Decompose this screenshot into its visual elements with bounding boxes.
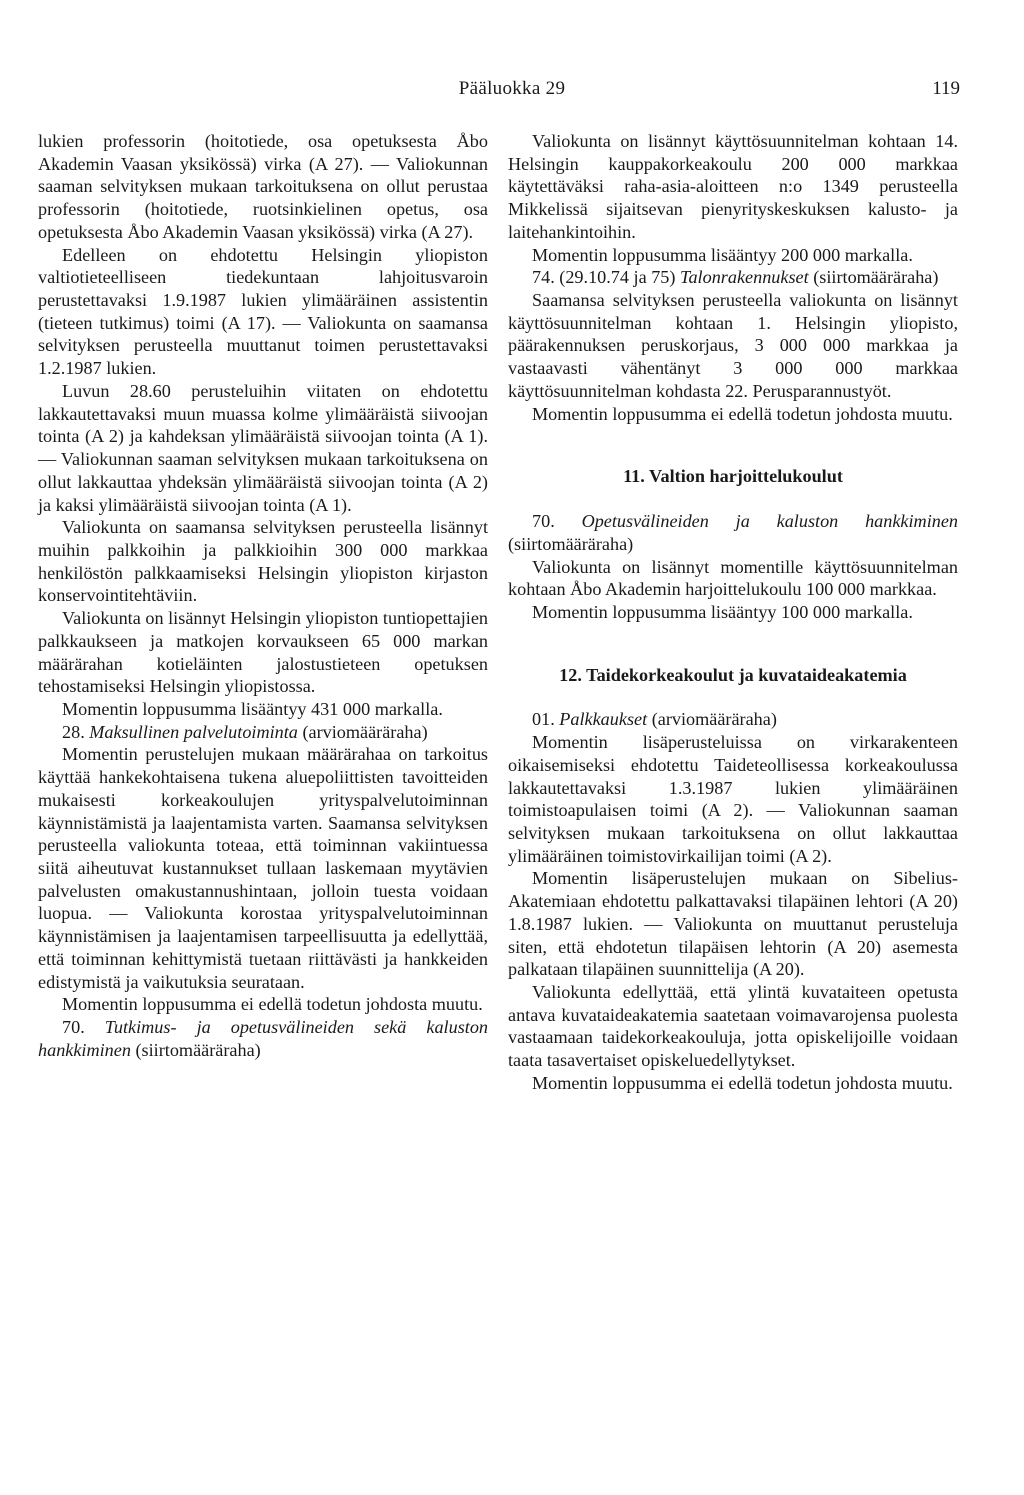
item-heading-70: [508, 510, 958, 555]
paragraph: Momentin perustelujen mukaan määrärahaa on tarkoitus käyttää hankekohtaisena tukena aluepoliittisten tavoitteiden mukaisesti korkeakoulujen yrityspalvelutoiminnan käynnistämistä ja laajentamista varten. Saamansa selvityksen perusteella valiokunta toteaa, että toiminnan vakiintuessa siitä aiheutuvat kustannukset tullaan laskemaan myytävien palvelusten omakustannushintaan, jolloin tuesta voidaan luopua. — Valiokunta korostaa yrityspalvelutoiminnan käynnistämisen ja laajentamisen tarpeellisuutta ja edellyttää, että toiminnan kehittymistä tuetaan riittävästi ja hankkeiden edistymistä ja vaikutuksia seurataan.: [38, 744, 488, 992]
item-type: (arviomääräraha): [302, 721, 428, 742]
paragraph: Saamansa selvityksen perusteella valiokunta on lisännyt käyttösuunnitelman kohtaan 1. Helsingin yliopisto, päärakennuksen peruskorjaus, 3 000 000 markkaa ja vastaavasti vähentänyt 3 000 000 markkaa käyttösuunnitelman kohdasta 22. Perusparannustyöt.: [508, 290, 958, 401]
paragraph: Valiokunta on saamansa selvityksen perusteella lisännyt muihin palkkoihin ja palkkioihin 300 000 markkaa henkilöstön palkkaamiseksi Helsingin yliopiston kirjaston konservointitehtäviin.: [38, 517, 488, 606]
item-title: Talonrakennukset: [680, 267, 809, 288]
item-number: 01.: [532, 709, 555, 730]
page-number: 119: [932, 78, 960, 99]
paragraph: Luvun 28.60 perusteluihin viitaten on ehdotettu lakkautettavaksi muun muassa kolme ylimääräistä siivoojan tointa (A 2) ja kahdeksan ylimääräistä siivoojan tointa (A 1). — Valiokunnan saaman selvityksen mukaan tarkoituksena on ollut lakkauttaa yhdeksän ylimääräistä siivoojan tointa (A 2) ja kaksi ylimääräistä siivoojan tointa (A 1).: [38, 380, 488, 515]
paragraph: Momentin loppusumma ei edellä todetun johdosta muutu.: [62, 994, 483, 1015]
item-heading-28: [38, 721, 488, 744]
item-number: 70.: [62, 1017, 85, 1038]
paragraph: Momentin loppusumma lisääntyy 200 000 markalla.: [532, 244, 913, 265]
paragraph: Edelleen on ehdotettu Helsingin yliopiston valtiotieteelliseen tiedekuntaan lahjoitusvaroin perustettavaksi 1.9.1987 lukien ylimääräinen assistentin (tieteen tutkimus) toimi (A 17). — Valiokunta on saamansa selvityksen perusteella muuttanut toimen perustettavaksi 1.2.1987 lukien.: [38, 244, 488, 379]
running-head: [0, 78, 1024, 102]
left-column: [38, 130, 488, 1061]
paragraph: Valiokunta on lisännyt Helsingin yliopiston tuntiopettajien palkkaukseen ja matkojen korvaukseen 65 000 markan määrärahan kotieläinten jalostustieteen opetuksen tehostamiseksi Helsingin yliopistossa.: [38, 608, 488, 697]
item-type: (arviomääräraha): [651, 709, 777, 730]
paragraph: Momentin lisäperustelujen mukaan on Sibelius-Akatemiaan ehdotettu palkattavaksi tilapäinen lehtori (A 20) 1.8.1987 lukien. — Valiokunta on muuttanut perusteluja siten, että ehdotetun tilapäisen lehtorin (A 20) asemesta palkataan tilapäinen suunnittelija (A 20).: [508, 868, 958, 980]
item-title: Maksullinen palvelutoiminta: [89, 721, 298, 742]
paragraph: Momentin loppusumma lisääntyy 100 000 markalla.: [532, 601, 913, 622]
item-title: Palkkaukset: [559, 709, 648, 730]
item-title: Opetusvälineiden ja kaluston hankkiminen: [581, 511, 959, 532]
item-heading-70: [38, 1016, 488, 1061]
paragraph: Momentin loppusumma ei edellä todetun johdosta muutu.: [532, 1072, 953, 1093]
running-title: Pääluokka 29: [458, 78, 566, 99]
paragraph: Valiokunta on lisännyt käyttösuunnitelman kohtaan 14. Helsingin kauppakorkeakoulu 200 000 markkaa käytettäväksi raha-asia-aloitteen n:o 1349 perusteella Mikkelissä sijaitsevan pienyrityskeskuksen kalusto- ja laitehankintoihin.: [508, 131, 958, 242]
item-title: Tutkimus- ja opetusvälineiden sekä kaluston hankkiminen: [38, 1017, 489, 1060]
section-heading-11: 11. Valtion harjoittelukoulut: [623, 466, 843, 487]
paragraph: Momentin loppusumma ei edellä todetun johdosta muutu.: [532, 403, 953, 424]
paragraph: lukien professorin (hoitotiede, osa opetuksesta Åbo Akademin Vaasan yksikössä) virka (A 27). — Valiokunnan saaman selvityksen mukaan tarkoituksena on ollut perustaa professorin (hoitotiede, ruotsinkielinen opetus, osa opetuksesta Åbo Akademin Vaasan yksikössä) virka (A 27).: [38, 131, 488, 242]
item-heading-74: [508, 266, 958, 289]
paragraph: Valiokunta on lisännyt momentille käyttösuunnitelman kohtaan Åbo Akademin harjoittelukoulu 100 000 markkaa.: [508, 556, 958, 600]
right-column: [508, 130, 958, 1095]
paragraph: Valiokunta edellyttää, että ylintä kuvataiteen opetusta antava kuvataideakatemia saatetaan voimavarojensa puolesta vastaamaan taidekorkeakouluja, jotta opiskelijoille voidaan taata tasavertaiset opiskeluedellytykset.: [508, 982, 958, 1071]
section-heading-12: 12. Taidekorkeakoulut ja kuvataideakatemia: [559, 664, 907, 685]
item-type: (siirtomääräraha): [813, 267, 939, 288]
paragraph: Momentin loppusumma lisääntyy 431 000 markalla.: [62, 698, 443, 719]
item-number: 28.: [62, 721, 85, 742]
item-type: (siirtomääräraha): [135, 1039, 261, 1060]
item-heading-01: [508, 708, 958, 731]
item-number: 70.: [532, 511, 555, 532]
paragraph: Momentin lisäperusteluissa on virkarakenteen oikaisemiseksi ehdotettu Taideteollisessa korkeakoulussa lakkautettavaksi 1.3.1987 lukien ylimääräinen toimistoapulaisen toimi (A 2). — Valiokunnan saaman selvityksen mukaan tarkoituksena on ollut lakkauttaa ylimääräinen toimistovirkailijan toimi (A 2).: [508, 732, 958, 866]
item-type: (siirtomääräraha): [508, 533, 634, 554]
item-number: 74. (29.10.74 ja 75): [532, 267, 676, 288]
